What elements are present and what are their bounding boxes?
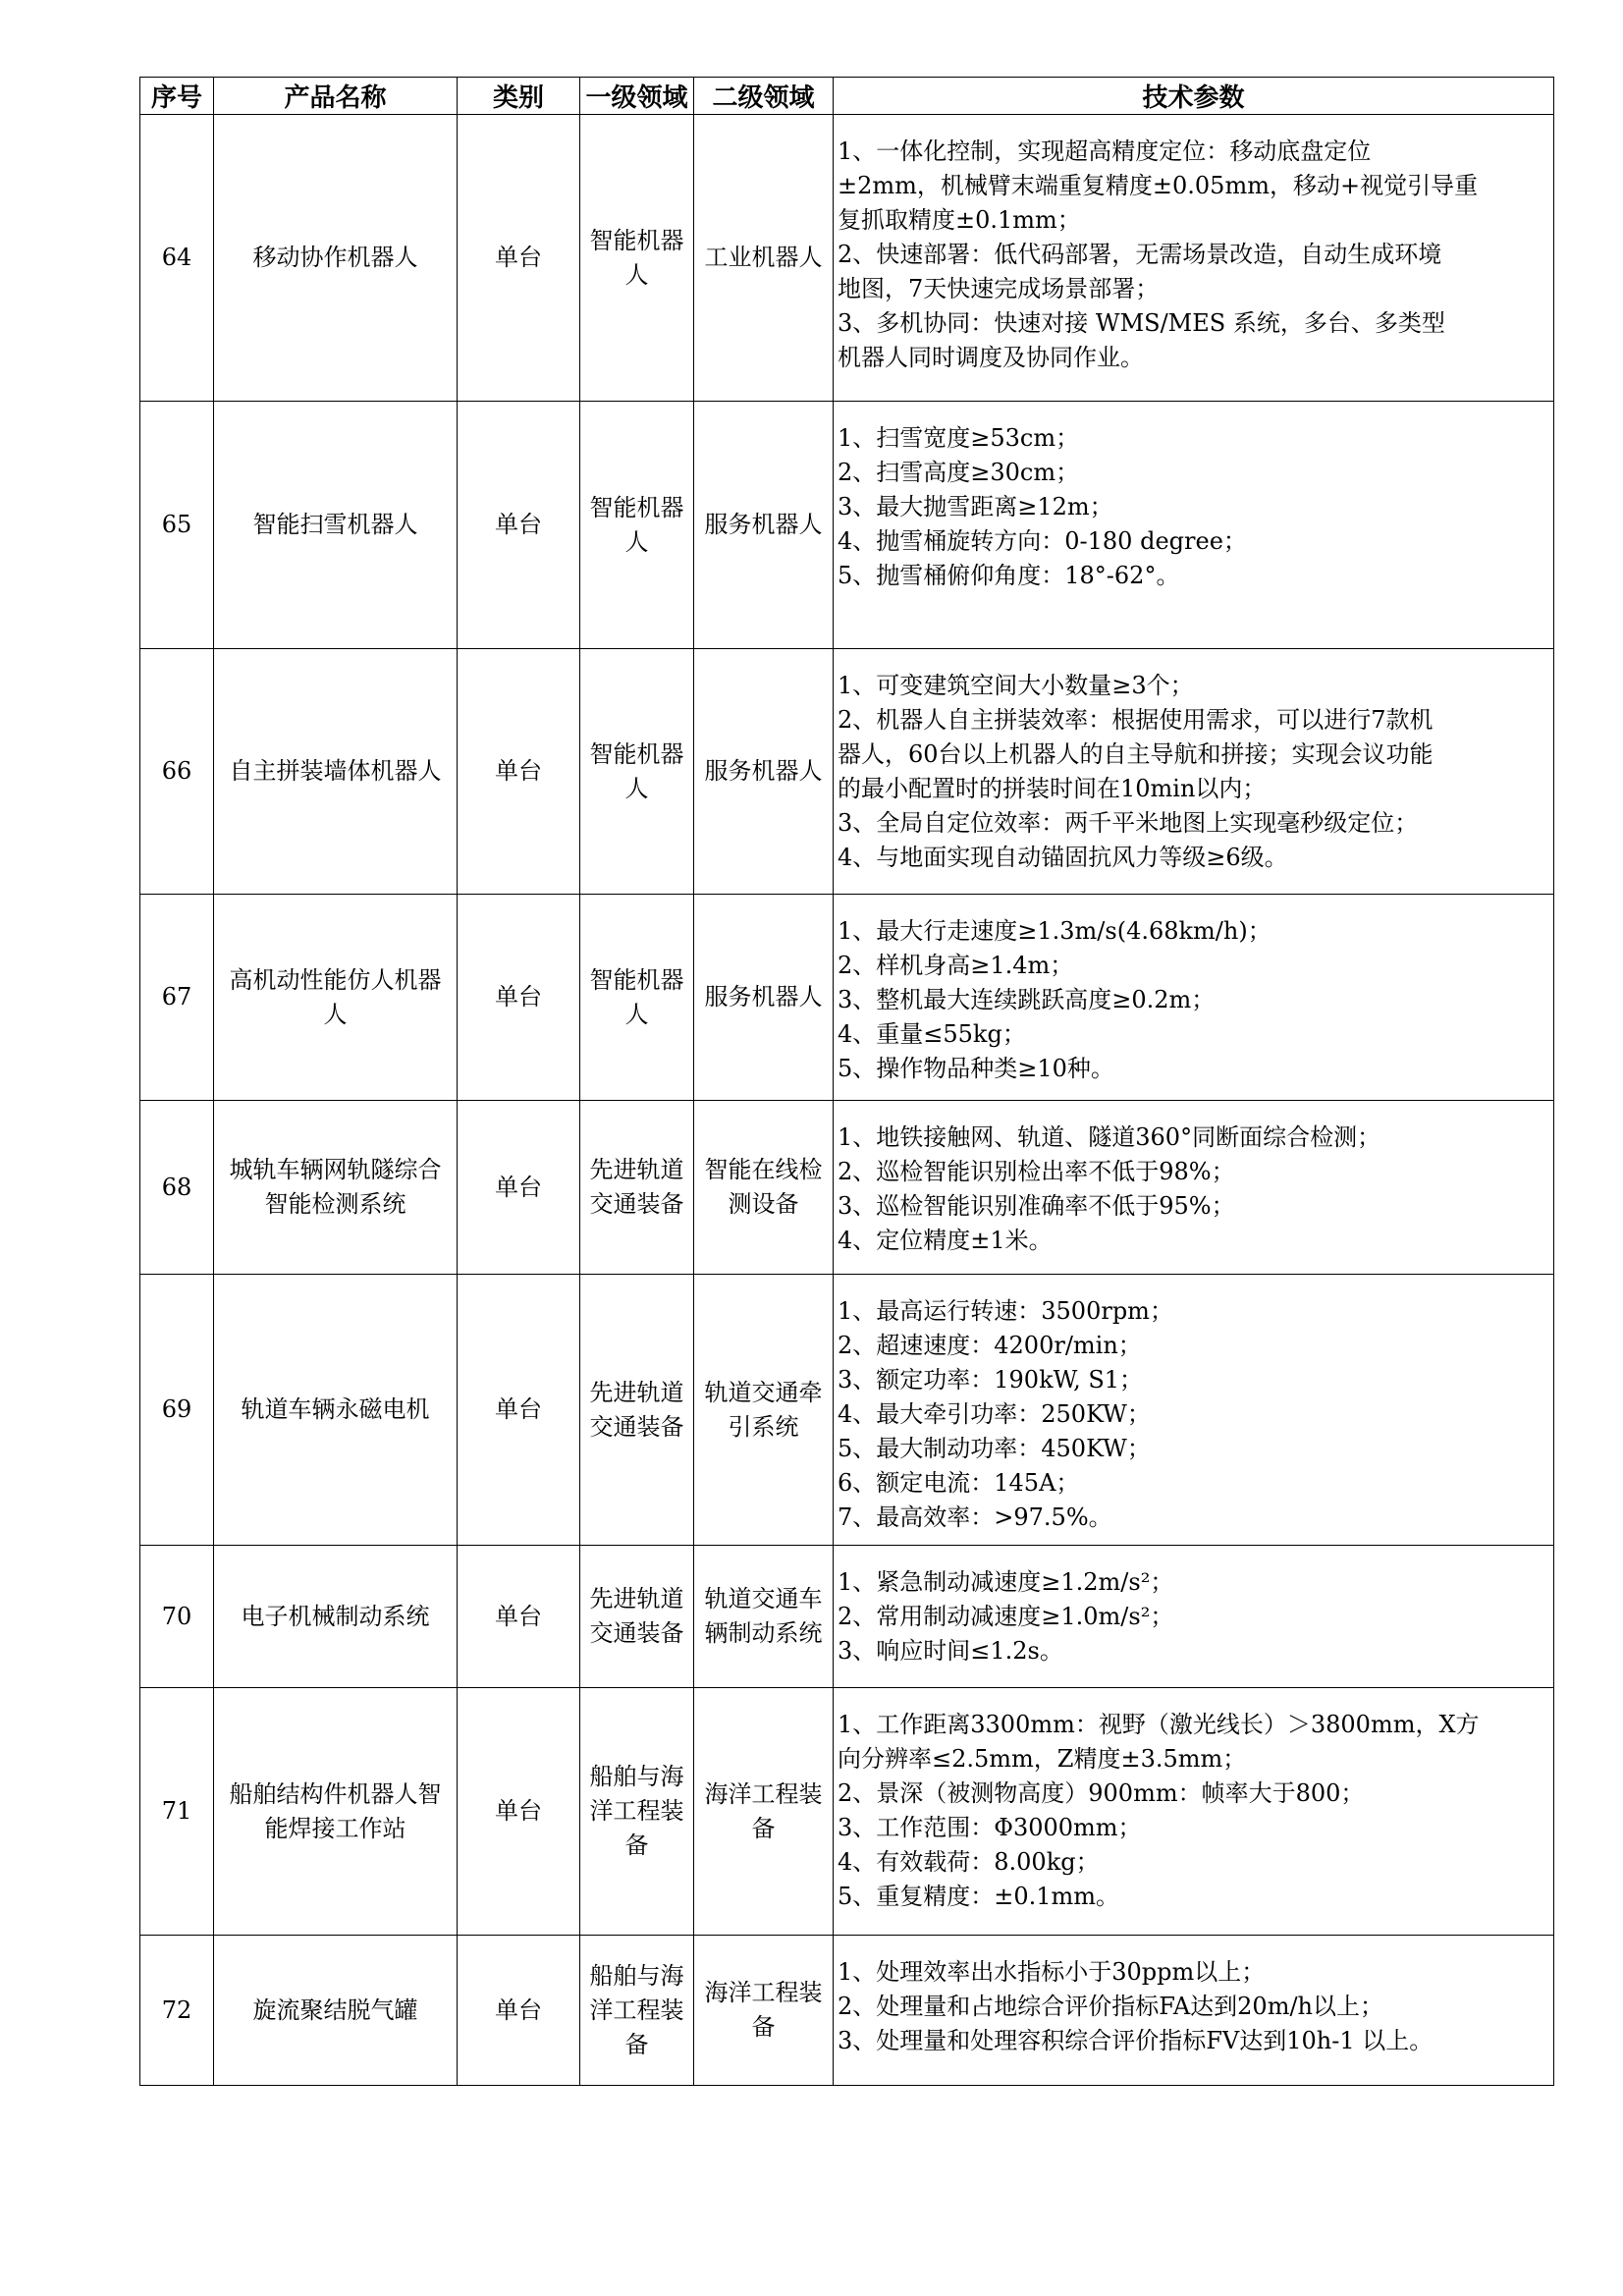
cell-level1-field: 智能机器人 [580,402,694,649]
cell-level2-field: 智能在线检测设备 [694,1101,834,1275]
cell-tech-params [834,1688,1554,1936]
parameter-table-sheet [139,77,1553,2086]
cell-category: 单台 [458,1546,580,1688]
param-line: 2、机器人自主拼装效率：根据使用需求，可以进行7款机 [838,706,1434,734]
cell-product-name: 轨道车辆永磁电机 [214,1275,458,1546]
cell-level1-field: 先进轨道交通装备 [580,1275,694,1546]
param-line: 器人，60台以上机器人的自主导航和拼接；实现会议功能 [838,740,1434,768]
table-row [140,1936,1554,2086]
cell-level1-field: 智能机器人 [580,649,694,895]
cell-no: 70 [140,1546,214,1688]
table-row [140,1101,1554,1275]
cell-level1-field: 船舶与海洋工程装备 [580,1936,694,2086]
param-line: 的最小配置时的拼装时间在10min以内； [838,775,1267,802]
param-line: 3、整机最大连续跳跃高度≥0.2m； [838,986,1216,1013]
cell-level1-field: 先进轨道交通装备 [580,1101,694,1275]
param-line: 2、巡检智能识别检出率不低于98%； [838,1158,1235,1185]
param-line: 1、一体化控制，实现超高精度定位：移动底盘定位 [838,137,1372,165]
param-line: 复抓取精度±0.1mm； [838,206,1081,234]
cell-category: 单台 [458,895,580,1101]
param-line: 3、处理量和处理容积综合评价指标FV达到10h-1 以上。 [838,2027,1434,2054]
table-row [140,1275,1554,1546]
cell-level2-field: 轨道交通车辆制动系统 [694,1546,834,1688]
cell-level2-field: 轨道交通牵引系统 [694,1275,834,1546]
param-line: 2、处理量和占地综合评价指标FA达到20m/h以上； [838,1993,1384,2020]
cell-tech-params [834,649,1554,895]
param-line: 5、最大制动功率：450KW； [838,1435,1151,1462]
cell-category: 单台 [458,1101,580,1275]
cell-level1-field: 先进轨道交通装备 [580,1546,694,1688]
param-line: 5、抛雪桶俯仰角度：18°-62°。 [838,562,1180,589]
param-line: 5、操作物品种类≥10种。 [838,1055,1114,1082]
cell-product-name: 电子机械制动系统 [214,1546,458,1688]
param-line: 2、常用制动减速度≥1.0m/s²； [838,1603,1174,1630]
header-product-name: 产品名称 [214,78,458,115]
param-line: 2、样机身高≥1.4m； [838,952,1074,979]
header-tech-params: 技术参数 [834,78,1554,115]
param-line: 1、工作距离3300mm：视野（激光线长）＞3800mm，X方 [838,1711,1480,1738]
param-line: 3、巡检智能识别准确率不低于95%； [838,1192,1235,1220]
cell-no: 64 [140,115,214,402]
cell-no: 65 [140,402,214,649]
param-line: 1、地铁接触网、轨道、隧道360°同断面综合检测； [838,1123,1381,1151]
param-line: 4、与地面实现自动锚固抗风力等级≥6级。 [838,844,1288,871]
cell-product-name: 旋流聚结脱气罐 [214,1936,458,2086]
table-row [140,1546,1554,1688]
param-line: 4、重量≤55kg； [838,1020,1026,1048]
param-line: 2、景深（被测物高度）900mm：帧率大于800； [838,1779,1365,1807]
param-line: 2、扫雪高度≥30cm； [838,459,1080,486]
header-level2-field: 二级领域 [694,78,834,115]
cell-no: 71 [140,1688,214,1936]
cell-level1-field: 智能机器人 [580,115,694,402]
cell-level2-field: 海洋工程装备 [694,1688,834,1936]
table-body [140,115,1554,2086]
cell-category: 单台 [458,649,580,895]
table-row [140,402,1554,649]
param-line: 3、多机协同：快速对接 WMS/MES 系统，多台、多类型 [838,309,1445,337]
param-line: 1、最大行走速度≥1.3m/s(4.68km/h)； [838,917,1271,945]
cell-product-name: 城轨车辆网轨隧综合智能检测系统 [214,1101,458,1275]
param-line: ±2mm，机械臂末端重复精度±0.05mm，移动+视觉引导重 [838,172,1479,199]
cell-product-name: 高机动性能仿人机器人 [214,895,458,1101]
param-line: 1、可变建筑空间大小数量≥3个； [838,672,1194,699]
cell-category: 单台 [458,1275,580,1546]
cell-no: 68 [140,1101,214,1275]
param-line: 4、抛雪桶旋转方向：0-180 degree； [838,527,1247,555]
param-line: 2、超速速度：4200r/min； [838,1332,1142,1359]
param-line: 4、最大牵引功率：250KW； [838,1400,1151,1428]
param-line: 3、响应时间≤1.2s。 [838,1637,1063,1665]
param-line: 向分辨率≤2.5mm，Z精度±3.5mm； [838,1745,1247,1773]
cell-product-name: 船舶结构件机器人智能焊接工作站 [214,1688,458,1936]
cell-no: 72 [140,1936,214,2086]
cell-level1-field: 智能机器人 [580,895,694,1101]
cell-category: 单台 [458,402,580,649]
cell-category: 单台 [458,115,580,402]
cell-product-name: 移动协作机器人 [214,115,458,402]
header-level1-field: 一级领域 [580,78,694,115]
param-line: 1、扫雪宽度≥53cm； [838,424,1080,452]
cell-category: 单台 [458,1936,580,2086]
header-no: 序号 [140,78,214,115]
param-line: 6、额定电流：145A； [838,1469,1080,1497]
param-line: 3、工作范围：Φ3000mm； [838,1814,1142,1841]
param-line: 1、紧急制动减速度≥1.2m/s²； [838,1568,1174,1596]
param-line: 1、处理效率出水指标小于30ppm以上； [838,1958,1266,1986]
param-line: 地图，7天快速完成场景部署； [838,275,1160,302]
cell-tech-params [834,895,1554,1101]
param-line: 7、最高效率：>97.5%。 [838,1503,1112,1531]
cell-tech-params [834,115,1554,402]
header-category: 类别 [458,78,580,115]
product-parameter-table [139,77,1554,2086]
param-line: 4、定位精度±1米。 [838,1227,1053,1254]
table-row [140,1688,1554,1936]
param-line: 3、全局自定位效率：两千平米地图上实现毫秒级定位； [838,809,1419,837]
param-line: 机器人同时调度及协同作业。 [838,344,1144,371]
cell-tech-params [834,1275,1554,1546]
param-line: 4、有效载荷：8.00kg； [838,1848,1100,1876]
cell-tech-params [834,1546,1554,1688]
table-row [140,115,1554,402]
cell-category: 单台 [458,1688,580,1936]
cell-level2-field: 海洋工程装备 [694,1936,834,2086]
cell-tech-params [834,1101,1554,1275]
cell-product-name: 自主拼装墙体机器人 [214,649,458,895]
cell-level2-field: 工业机器人 [694,115,834,402]
cell-level2-field: 服务机器人 [694,402,834,649]
cell-no: 69 [140,1275,214,1546]
cell-product-name: 智能扫雪机器人 [214,402,458,649]
param-line: 1、最高运行转速：3500rpm； [838,1297,1173,1325]
cell-no: 67 [140,895,214,1101]
cell-no: 66 [140,649,214,895]
param-line: 3、额定功率：190kW, S1； [838,1366,1144,1394]
cell-level1-field: 船舶与海洋工程装备 [580,1688,694,1936]
cell-tech-params [834,402,1554,649]
cell-tech-params [834,1936,1554,2086]
table-row [140,649,1554,895]
param-line: 5、重复精度：±0.1mm。 [838,1883,1120,1910]
cell-level2-field: 服务机器人 [694,649,834,895]
param-line: 3、最大抛雪距离≥12m； [838,493,1113,520]
param-line: 2、快速部署：低代码部署，无需场景改造，自动生成环境 [838,241,1442,268]
table-row [140,895,1554,1101]
cell-level2-field: 服务机器人 [694,895,834,1101]
table-header-row [140,78,1554,115]
